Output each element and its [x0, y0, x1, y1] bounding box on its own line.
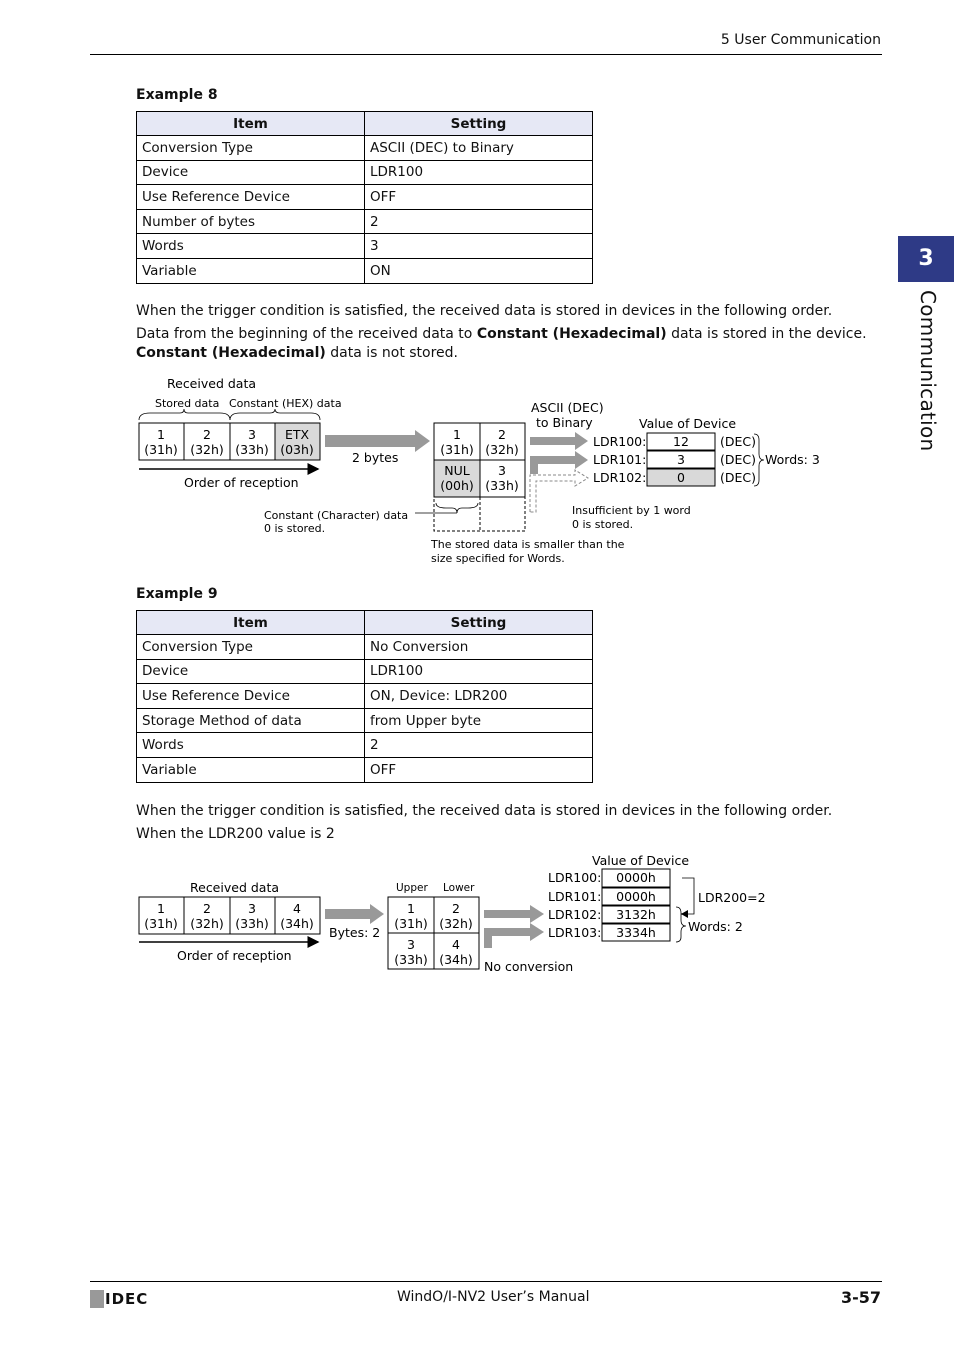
received-data-label: Received data [167, 376, 257, 391]
svg-text:1: 1 [453, 427, 461, 442]
svg-text:Insufficient by 1 word: Insufficient by 1 word [572, 504, 691, 517]
svg-text:(DEC): (DEC) [720, 470, 757, 485]
svg-text:NUL: NUL [444, 463, 470, 478]
svg-text:LDR100:: LDR100: [593, 434, 647, 449]
svg-text:3132h: 3132h [616, 907, 656, 922]
svg-text:3: 3 [677, 452, 685, 467]
table-row: Device LDR100 [137, 659, 593, 684]
svg-text:size specified for Words.: size specified for Words. [431, 552, 565, 565]
svg-text:12: 12 [673, 434, 689, 449]
table-row: Conversion Type ASCII (DEC) to Binary [137, 136, 593, 161]
table-row: Use Reference Device ON, Device: LDR200 [137, 684, 593, 709]
example8-paragraph-1: When the trigger condition is satisfied, the received data is stored in devices in the following order. [136, 303, 833, 319]
example9-paragraph-2: When the LDR200 value is 2 [136, 826, 335, 842]
svg-text:0: 0 [677, 470, 685, 485]
svg-text:(00h): (00h) [440, 478, 474, 493]
svg-text:LDR101:: LDR101: [593, 452, 647, 467]
svg-text:1: 1 [157, 427, 165, 442]
svg-text:(DEC): (DEC) [720, 452, 757, 467]
svg-text:(03h): (03h) [280, 442, 314, 457]
svg-text:0 is stored.: 0 is stored. [572, 518, 634, 531]
stored-data-label: Stored data [155, 397, 220, 410]
ldr200-label: LDR200=2 [698, 890, 766, 905]
table-row: Conversion Type No Conversion [137, 635, 593, 660]
svg-text:The stored data is smaller tha: The stored data is smaller than the [431, 538, 625, 551]
svg-text:(31h): (31h) [144, 916, 178, 931]
svg-text:3: 3 [248, 901, 256, 916]
table-row: Variable ON [137, 258, 593, 283]
svg-text:4: 4 [293, 901, 301, 916]
idec-logo-mark [90, 1290, 104, 1308]
svg-text:(33h): (33h) [235, 916, 269, 931]
header-section-title: 5 User Communication [720, 32, 881, 48]
svg-text:0000h: 0000h [616, 889, 656, 904]
constant-hex-label: Constant (HEX) data [229, 397, 342, 410]
received-data-label: Received data [190, 880, 280, 895]
svg-text:LDR102:: LDR102: [593, 470, 647, 485]
column-header-setting: Setting [365, 112, 593, 136]
svg-text:Upper: Upper [396, 882, 428, 894]
svg-text:2: 2 [203, 427, 211, 442]
svg-text:Constant (Character) data: Constant (Character) data [264, 509, 409, 522]
svg-text:3: 3 [498, 463, 506, 478]
bytes-label: Bytes: 2 [329, 925, 381, 940]
words-label: Words: 3 [765, 452, 820, 467]
svg-text:(32h): (32h) [190, 442, 224, 457]
svg-text:3334h: 3334h [616, 925, 656, 940]
example9-diagram [0, 850, 954, 980]
bytes-label: 2 bytes [352, 450, 399, 465]
chapter-tab-label: Communication [916, 290, 940, 452]
svg-text:(33h): (33h) [235, 442, 269, 457]
svg-text:(32h): (32h) [485, 442, 519, 457]
svg-text:LDR101:: LDR101: [548, 889, 602, 904]
svg-text:(33h): (33h) [394, 952, 428, 967]
example8-title: Example 8 [136, 87, 218, 103]
svg-text:Lower: Lower [443, 882, 475, 894]
footer-manual-title: WindO/I-NV2 User’s Manual [397, 1289, 590, 1305]
svg-text:2: 2 [452, 901, 460, 916]
table-row: Device LDR100 [137, 160, 593, 185]
svg-text:3: 3 [248, 427, 256, 442]
svg-text:(32h): (32h) [190, 916, 224, 931]
table-row: Storage Method of data from Upper byte [137, 708, 593, 733]
svg-text:0000h: 0000h [616, 870, 656, 885]
svg-text:(32h): (32h) [439, 916, 473, 931]
header-rule [90, 54, 882, 55]
example9-table [136, 610, 593, 783]
svg-text:(31h): (31h) [440, 442, 474, 457]
no-conversion-label: No conversion [484, 959, 574, 974]
words-label: Words: 2 [688, 919, 743, 934]
svg-text:2: 2 [498, 427, 506, 442]
svg-text:1: 1 [157, 901, 165, 916]
idec-logo: IDEC [105, 1290, 149, 1308]
svg-text:ETX: ETX [284, 427, 310, 442]
example9-title: Example 9 [136, 586, 218, 602]
svg-text:2: 2 [203, 901, 211, 916]
table-row: Variable OFF [137, 757, 593, 782]
svg-text:0 is stored.: 0 is stored. [264, 522, 326, 535]
svg-text:(34h): (34h) [439, 952, 473, 967]
svg-text:to Binary: to Binary [536, 415, 593, 430]
svg-text:(DEC): (DEC) [720, 434, 757, 449]
svg-text:LDR100:: LDR100: [548, 870, 602, 885]
example8-table [136, 111, 593, 284]
column-header-setting: Setting [365, 611, 593, 635]
svg-text:ASCII (DEC): ASCII (DEC) [531, 400, 604, 415]
svg-text:(31h): (31h) [144, 442, 178, 457]
example8-diagram [0, 370, 954, 575]
table-row: Number of bytes 2 [137, 209, 593, 234]
svg-text:LDR103:: LDR103: [548, 925, 602, 940]
page-number: 3-57 [840, 1288, 881, 1307]
value-of-device-label: Value of Device [592, 853, 690, 868]
svg-text:(33h): (33h) [485, 478, 519, 493]
example9-paragraph-1: When the trigger condition is satisfied, the received data is stored in devices in the following order. [136, 803, 833, 819]
table-row: Words 2 [137, 733, 593, 758]
svg-text:1: 1 [407, 901, 415, 916]
svg-text:(34h): (34h) [280, 916, 314, 931]
svg-text:(31h): (31h) [394, 916, 428, 931]
example8-paragraph-2: Data from the beginning of the received data to Constant (Hexadecimal) data is stored in the device. Constant (Hexadecimal) data is not stored. [136, 326, 867, 361]
value-of-device-label: Value of Device [639, 416, 737, 431]
svg-text:LDR102:: LDR102: [548, 907, 602, 922]
column-header-item: Item [137, 112, 365, 136]
svg-text:4: 4 [452, 937, 460, 952]
order-of-reception-label: Order of reception [184, 475, 299, 490]
chapter-tab-number: 3 [898, 236, 954, 282]
footer-rule [90, 1281, 882, 1282]
table-row: Use Reference Device OFF [137, 185, 593, 210]
table-row: Words 3 [137, 234, 593, 259]
column-header-item: Item [137, 611, 365, 635]
svg-text:3: 3 [407, 937, 415, 952]
order-of-reception-label: Order of reception [177, 948, 292, 963]
